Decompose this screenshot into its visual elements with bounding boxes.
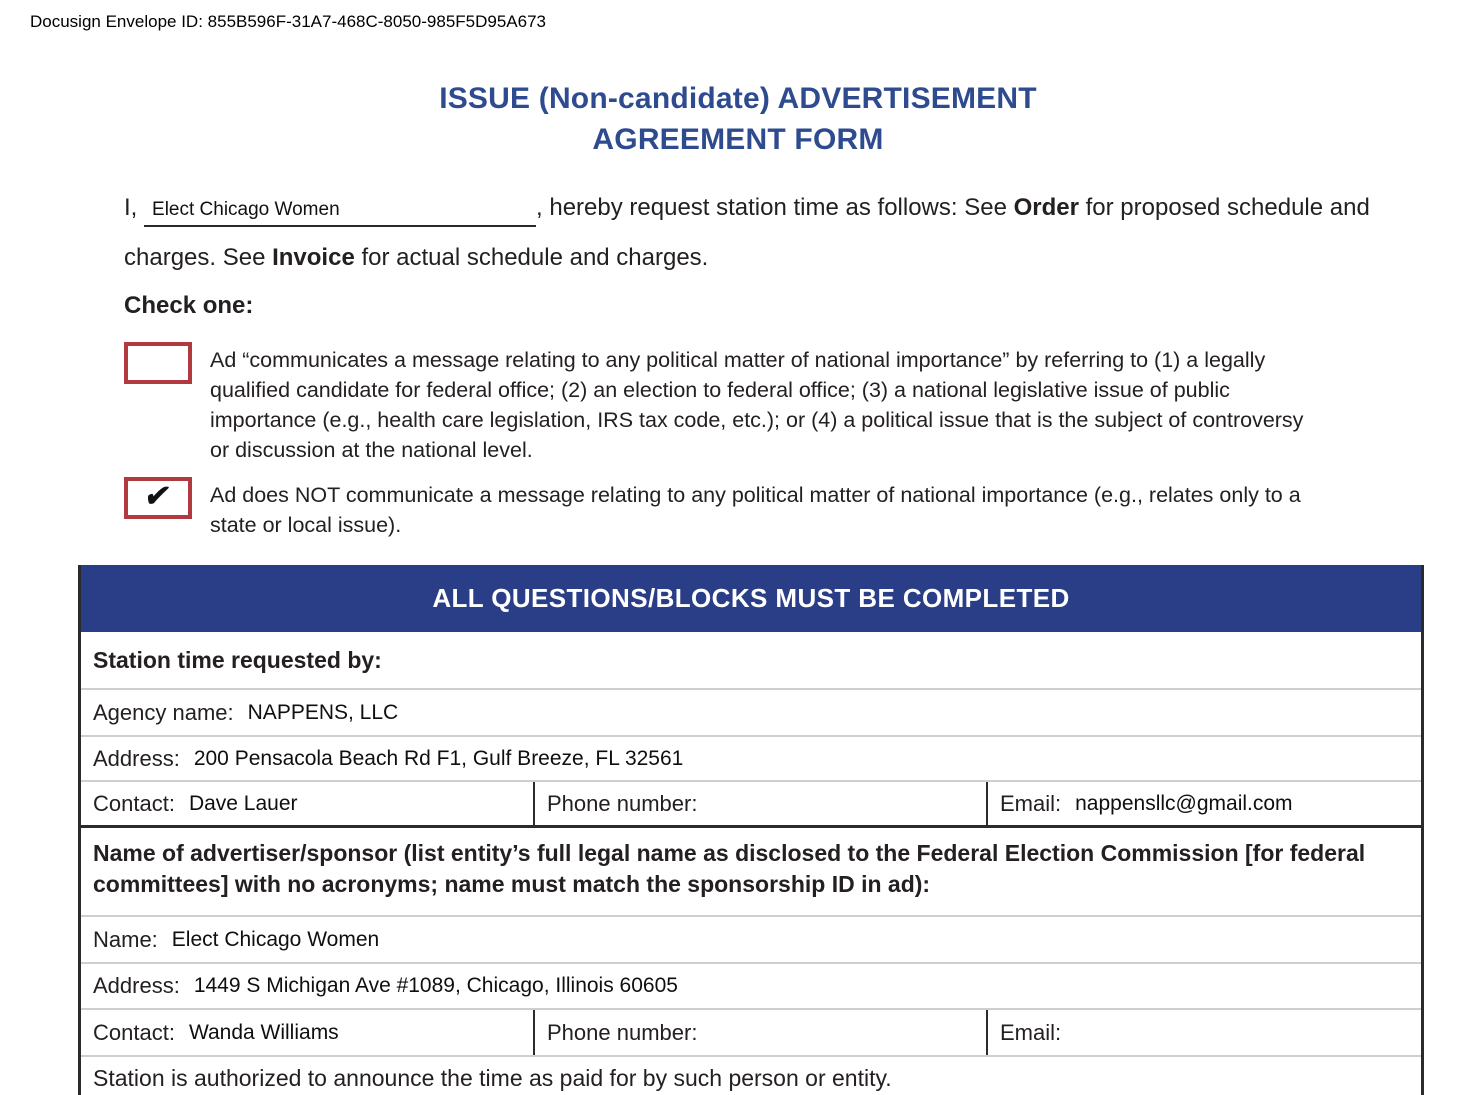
- option-national-importance: [124, 342, 1322, 465]
- station-authorized-row: Station is authorized to announce the time as paid for by such person or entity.: [81, 1055, 1421, 1095]
- advertiser-email-cell: [986, 1010, 1421, 1055]
- advertiser-phone-label: Phone number:: [547, 1019, 698, 1045]
- national-importance-checkbox[interactable]: [124, 342, 192, 384]
- agency-name-value[interactable]: NAPPENS, LLC: [247, 700, 399, 724]
- form-title-line1: ISSUE (Non-candidate) ADVERTISEMENT: [439, 82, 1037, 115]
- agency-address-value[interactable]: 200 Pensacola Beach Rd F1, Gulf Breeze, FL 32561: [193, 746, 684, 770]
- advertiser-section-title: Name of advertiser/sponsor (list entity’s full legal name as disclosed to the Federal Election Commission [for federal committees] with no acronyms; name must match the sponsorship ID in ad):: [81, 825, 1421, 915]
- advertiser-address-value[interactable]: 1449 S Michigan Ave #1089, Chicago, Illinois 60605: [193, 974, 678, 997]
- table-banner: ALL QUESTIONS/BLOCKS MUST BE COMPLETED: [81, 565, 1421, 632]
- not-national-label: Ad does NOT communicate a message relating to any political matter of national importance (e.g., relates only to a state or local issue).: [210, 483, 1301, 537]
- intro-after-name: , hereby request station time as follows: See: [536, 194, 1014, 221]
- advertiser-contact-cell: [81, 1010, 533, 1055]
- agency-contact-cell: [81, 782, 533, 825]
- national-importance-label: Ad “communicates a message relating to any political matter of national importance” by referring to (1) a legally qualified candidate for federal office; (2) an election to federal office; (3) a national legislative issue of public importance (e.g., health care legislation, IRS tax code, etc.); or (4) a political issue that is the subject of controversy or discussion at the national level.: [210, 348, 1304, 462]
- advertiser-address-row: [81, 962, 1421, 1008]
- option-not-national: [124, 477, 1345, 540]
- advertiser-address-label: Address:: [93, 973, 180, 998]
- order-bold-text: Order: [1013, 194, 1079, 221]
- advertiser-name-value[interactable]: Elect Chicago Women: [171, 927, 380, 951]
- agency-phone-label: Phone number:: [547, 790, 698, 816]
- advertiser-contact-row: [81, 1008, 1421, 1055]
- intro-paragraph: [124, 183, 1380, 283]
- agency-name-label: Agency name:: [93, 699, 234, 725]
- intro-mid: for proposed schedule and charges. See: [124, 194, 1370, 271]
- invoice-bold-text: Invoice: [272, 244, 355, 271]
- agency-email-cell: [986, 782, 1421, 825]
- not-national-checkbox[interactable]: [124, 477, 192, 519]
- check-one-heading: Check one:: [124, 292, 254, 319]
- advertiser-email-label: Email:: [1000, 1019, 1062, 1045]
- form-title: [0, 78, 1476, 160]
- form-title-line2: AGREEMENT FORM: [592, 123, 884, 156]
- intro-end: for actual schedule and charges.: [354, 244, 709, 271]
- advertiser-contact-value[interactable]: Wanda Williams: [188, 1020, 339, 1044]
- agency-address-row: [81, 735, 1421, 780]
- sponsor-name-field[interactable]: Elect Chicago Women: [144, 198, 536, 227]
- station-time-title-text: Station time requested by:: [93, 646, 382, 673]
- questions-table: [78, 565, 1424, 1095]
- station-time-section-title: [81, 632, 1421, 688]
- advertiser-name-label: Name:: [93, 926, 158, 952]
- advertiser-contact-label: Contact:: [93, 1019, 175, 1045]
- agency-email-label: Email:: [1000, 790, 1062, 816]
- agency-name-row: [81, 688, 1421, 735]
- agency-phone-cell: [533, 782, 986, 825]
- agency-email-value[interactable]: nappensllc@gmail.com: [1075, 791, 1293, 815]
- agency-address-label: Address:: [93, 745, 180, 771]
- intro-prefix: I,: [124, 194, 138, 221]
- docusign-envelope-id: Docusign Envelope ID: 855B596F-31A7-468C-8050-985F5D95A673: [30, 12, 547, 31]
- agency-contact-value[interactable]: Dave Lauer: [188, 791, 298, 815]
- advertiser-phone-cell: [533, 1010, 986, 1055]
- advertiser-name-row: [81, 915, 1421, 962]
- check-mark-icon: ✔: [142, 480, 174, 513]
- agency-contact-label: Contact:: [93, 790, 175, 816]
- agency-contact-row: [81, 780, 1421, 825]
